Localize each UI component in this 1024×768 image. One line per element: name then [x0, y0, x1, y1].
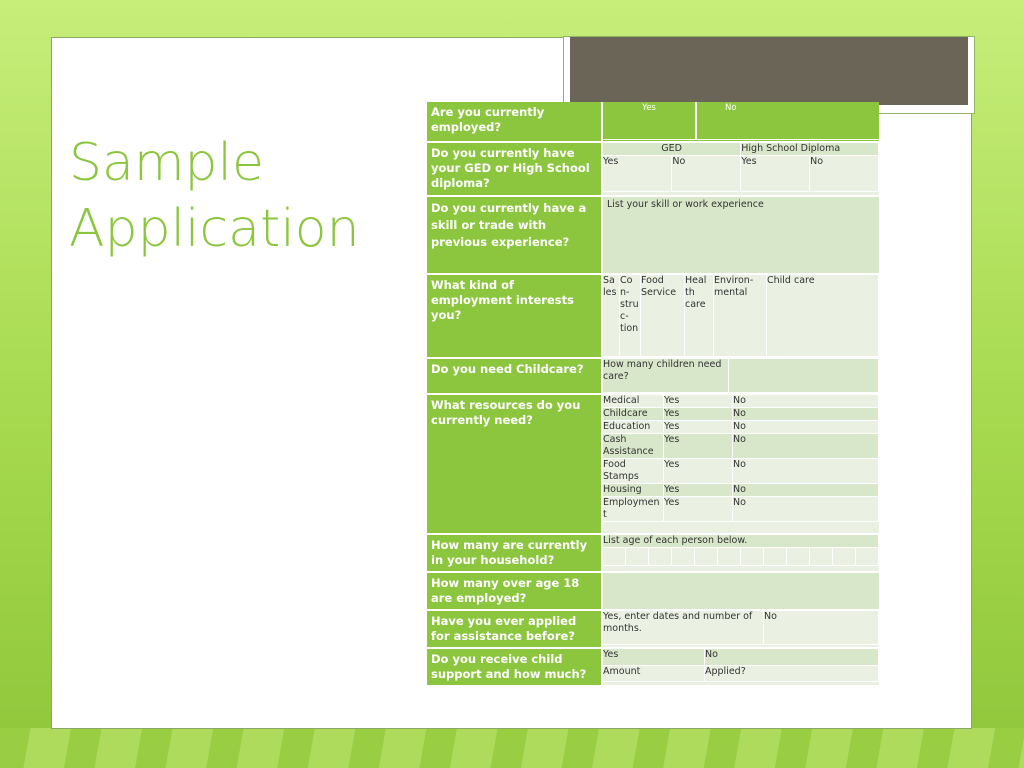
household-prompt: List age of each person below. — [603, 535, 879, 548]
answer-cell — [602, 648, 879, 686]
age-cell[interactable] — [855, 548, 878, 566]
option-child-care[interactable]: Child care — [767, 275, 879, 357]
resource-no[interactable]: No — [733, 421, 879, 434]
question-label: Do you currently have a skill or trade with previous experience? — [427, 196, 602, 274]
question-label: Have you ever applied for assistance before? — [427, 610, 602, 648]
question-label: What resources do you currently need? — [427, 394, 602, 534]
ged-yes[interactable]: Yes — [603, 156, 672, 192]
employed-adults-input[interactable] — [602, 572, 879, 610]
form-row-ged — [427, 142, 879, 196]
hs-no[interactable]: No — [810, 156, 879, 192]
answer-cell — [602, 274, 879, 358]
answer-cell — [602, 610, 879, 648]
option-health-care[interactable]: Heal th care — [685, 275, 714, 357]
form-row-child-support — [427, 648, 879, 686]
resource-name: Education — [603, 421, 664, 434]
question-label: How many are currently in your household? — [427, 534, 602, 572]
resource-name: Housing — [603, 484, 664, 497]
resource-name: Cash Assistance — [603, 434, 664, 459]
resource-no[interactable]: No — [733, 434, 879, 459]
hs-diploma-header: High School Diploma — [741, 143, 879, 156]
ged-no[interactable]: No — [672, 156, 741, 192]
form-row-applied-before — [427, 610, 879, 648]
form-row-employed — [427, 102, 879, 142]
resource-no[interactable]: No — [733, 459, 879, 484]
answer-cell — [602, 102, 879, 142]
resource-yes[interactable]: Yes — [664, 395, 733, 408]
question-label: Do you currently have your GED or High School diploma? — [427, 142, 602, 196]
resource-name: Medical — [603, 395, 664, 408]
resource-name: Employment — [603, 497, 664, 522]
support-applied[interactable]: Applied? — [705, 665, 879, 681]
question-label: Do you receive child support and how much? — [427, 648, 602, 686]
age-cell[interactable] — [672, 548, 695, 566]
age-cell[interactable] — [718, 548, 741, 566]
age-cell[interactable] — [833, 548, 856, 566]
resource-no[interactable]: No — [733, 484, 879, 497]
applied-no[interactable]: No — [764, 611, 879, 645]
resource-name: Childcare — [603, 408, 664, 421]
form-row-skill — [427, 196, 879, 274]
form-row-resources — [427, 394, 879, 534]
age-cell[interactable] — [603, 548, 626, 566]
question-label: What kind of employment interests you? — [427, 274, 602, 358]
form-row-household — [427, 534, 879, 572]
support-yes[interactable]: Yes — [603, 649, 705, 665]
option-yes[interactable]: Yes — [603, 102, 696, 140]
application-form-table — [427, 102, 879, 687]
support-no[interactable]: No — [705, 649, 879, 665]
question-label: How many over age 18 are employed? — [427, 572, 602, 610]
age-cell[interactable] — [787, 548, 810, 566]
hs-yes[interactable]: Yes — [741, 156, 810, 192]
option-no[interactable]: No — [696, 102, 879, 140]
question-label: Do you need Childcare? — [427, 358, 602, 394]
photo-image — [570, 37, 968, 105]
resource-yes[interactable]: Yes — [664, 434, 733, 459]
age-cell[interactable] — [649, 548, 672, 566]
form-row-childcare — [427, 358, 879, 394]
resource-name: Food Stamps — [603, 459, 664, 484]
applied-yes[interactable]: Yes, enter dates and number of months. — [603, 611, 764, 645]
option-food-service[interactable]: Food Service — [641, 275, 685, 357]
age-cell[interactable] — [764, 548, 787, 566]
option-sales[interactable]: Sa les — [603, 275, 620, 357]
question-label: Are you currently employed? — [427, 102, 602, 142]
form-row-employment-interest — [427, 274, 879, 358]
background-band — [0, 728, 1024, 768]
answer-cell — [602, 534, 879, 572]
answer-cell — [602, 358, 879, 394]
resource-no[interactable]: No — [733, 395, 879, 408]
answer-cell — [602, 394, 879, 534]
age-cell[interactable] — [810, 548, 833, 566]
form-row-employed-adults — [427, 572, 879, 610]
answer-cell — [602, 142, 879, 196]
children-count-input[interactable] — [729, 359, 879, 393]
resource-no[interactable]: No — [733, 408, 879, 421]
option-environmental[interactable]: Environ- mental — [714, 275, 767, 357]
resource-yes[interactable]: Yes — [664, 459, 733, 484]
age-cell[interactable] — [626, 548, 649, 566]
resource-no[interactable]: No — [733, 497, 879, 522]
resource-yes[interactable]: Yes — [664, 484, 733, 497]
resource-yes[interactable]: Yes — [664, 421, 733, 434]
resource-yes[interactable]: Yes — [664, 408, 733, 421]
option-construction[interactable]: Co n- stru c- tion — [620, 275, 641, 357]
support-amount[interactable]: Amount — [603, 665, 705, 681]
slide-title: Sample Application — [69, 133, 360, 259]
age-cell[interactable] — [695, 548, 718, 566]
age-cell[interactable] — [741, 548, 764, 566]
resource-yes[interactable]: Yes — [664, 497, 733, 522]
skill-input[interactable]: List your skill or work experience — [602, 196, 879, 274]
ged-header: GED — [603, 143, 741, 156]
children-count-prompt: How many children need care? — [603, 359, 729, 393]
